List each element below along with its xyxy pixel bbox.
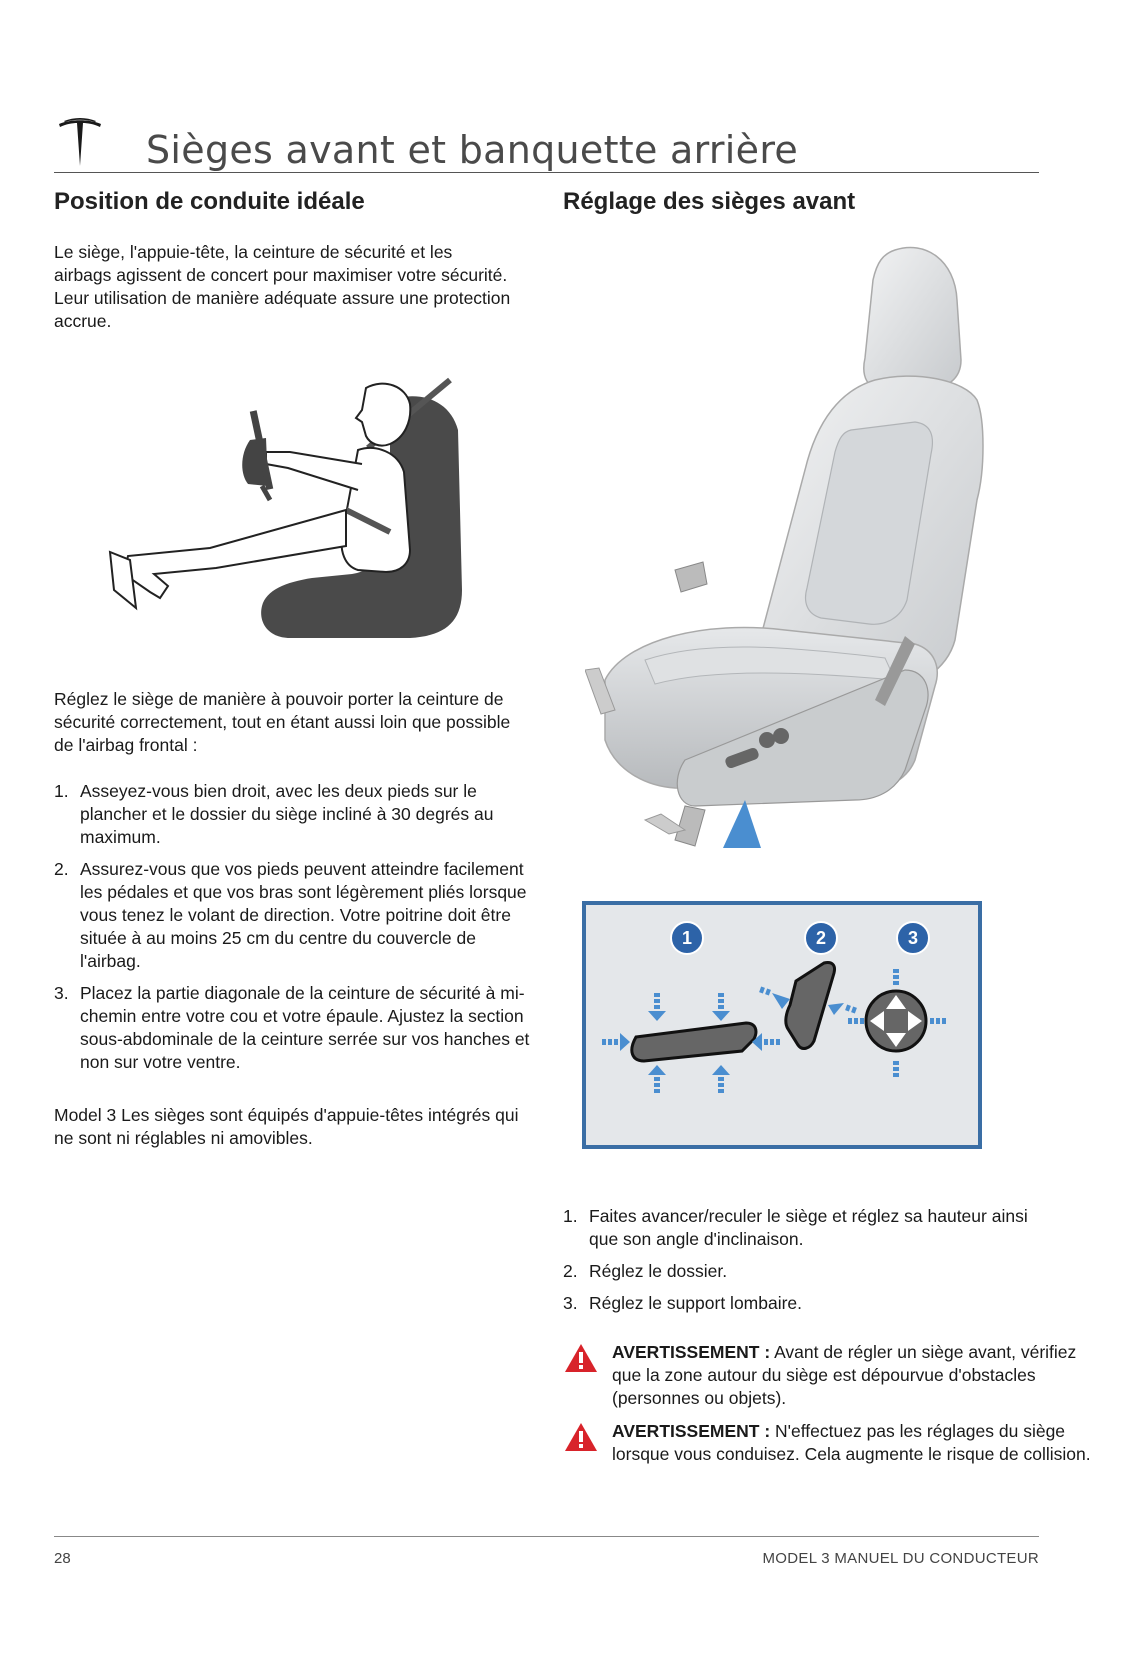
tesla-logo-icon [56,118,104,168]
chapter-title: Sièges avant et banquette arrière [146,128,799,172]
warning-icon [564,1422,598,1452]
seat-controls-panel [582,901,982,1149]
driver-posture-illustration [90,360,490,650]
section-heading-seat-adjustment: Réglage des sièges avant [563,188,856,215]
warning-2: AVERTISSEMENT : N'effectuez pas les réglages du siège lorsque vous conduisez. Cela augmente le risque de collision. [564,1420,1092,1466]
list-item: 1. Faites avancer/reculer le siège et réglez sa hauteur ainsi que son angle d'inclinaison. [563,1206,1028,1249]
list-item: 1. Asseyez-vous bien droit, avec les deux pieds sur le plancher et le dossier du siège incliné à 30 degrés au maximum. [54,781,494,847]
seat-adjustment-steps [563,1205,1043,1324]
driving-position-steps [54,780,534,1083]
footer-rule [54,1536,1039,1537]
section-heading-driving-position: Position de conduite idéale [54,188,365,215]
front-seat-illustration [585,240,1045,900]
warning-1: AVERTISSEMENT : Avant de régler un siège avant, vérifiez que la zone autour du siège est dépourvue d'obstacles (personnes ou objets). [564,1341,1092,1410]
manual-title: MODEL 3 MANUEL DU CONDUCTEUR [762,1550,1039,1567]
callout-1: 1 [670,921,704,955]
list-item: 2. Réglez le dossier. [563,1261,728,1281]
headrest-note: Model 3 Les sièges sont équipés d'appuie-têtes intégrés qui ne sont ni réglables ni amovibles. [54,1105,519,1148]
callout-2: 2 [804,921,838,955]
list-item: 3. Réglez le support lombaire. [563,1293,803,1313]
page-number: 28 [54,1550,71,1567]
list-item: 3. Placez la partie diagonale de la ceinture de sécurité à mi-chemin entre votre cou et votre épaule. Ajustez la section sous-abdominale de la ceinture serrée sur vos hanches et non sur votre ventre. [54,983,530,1072]
warning-icon [564,1343,598,1373]
callout-3: 3 [896,921,930,955]
intro-paragraph: Le siège, l'appuie-tête, la ceinture de sécurité et les airbags agissent de concert pour maximiser votre sécurité. Leur utilisation de manière adéquate assure une protection accrue. [54,242,511,331]
adjust-paragraph: Réglez le siège de manière à pouvoir porter la ceinture de sécurité correctement, tout en étant aussi loin que possible de l'airbag frontal : [54,689,511,755]
header-rule [54,172,1039,173]
list-item: 2. Assurez-vous que vos pieds peuvent atteindre facilement les pédales et que vos bras sont légèrement pliés lorsque vous tenez le volant de direction. Votre poitrine doit être située à au moins 25 cm du centre du couvercle de l'airbag. [54,859,527,971]
seat-control-switches [586,905,978,1145]
